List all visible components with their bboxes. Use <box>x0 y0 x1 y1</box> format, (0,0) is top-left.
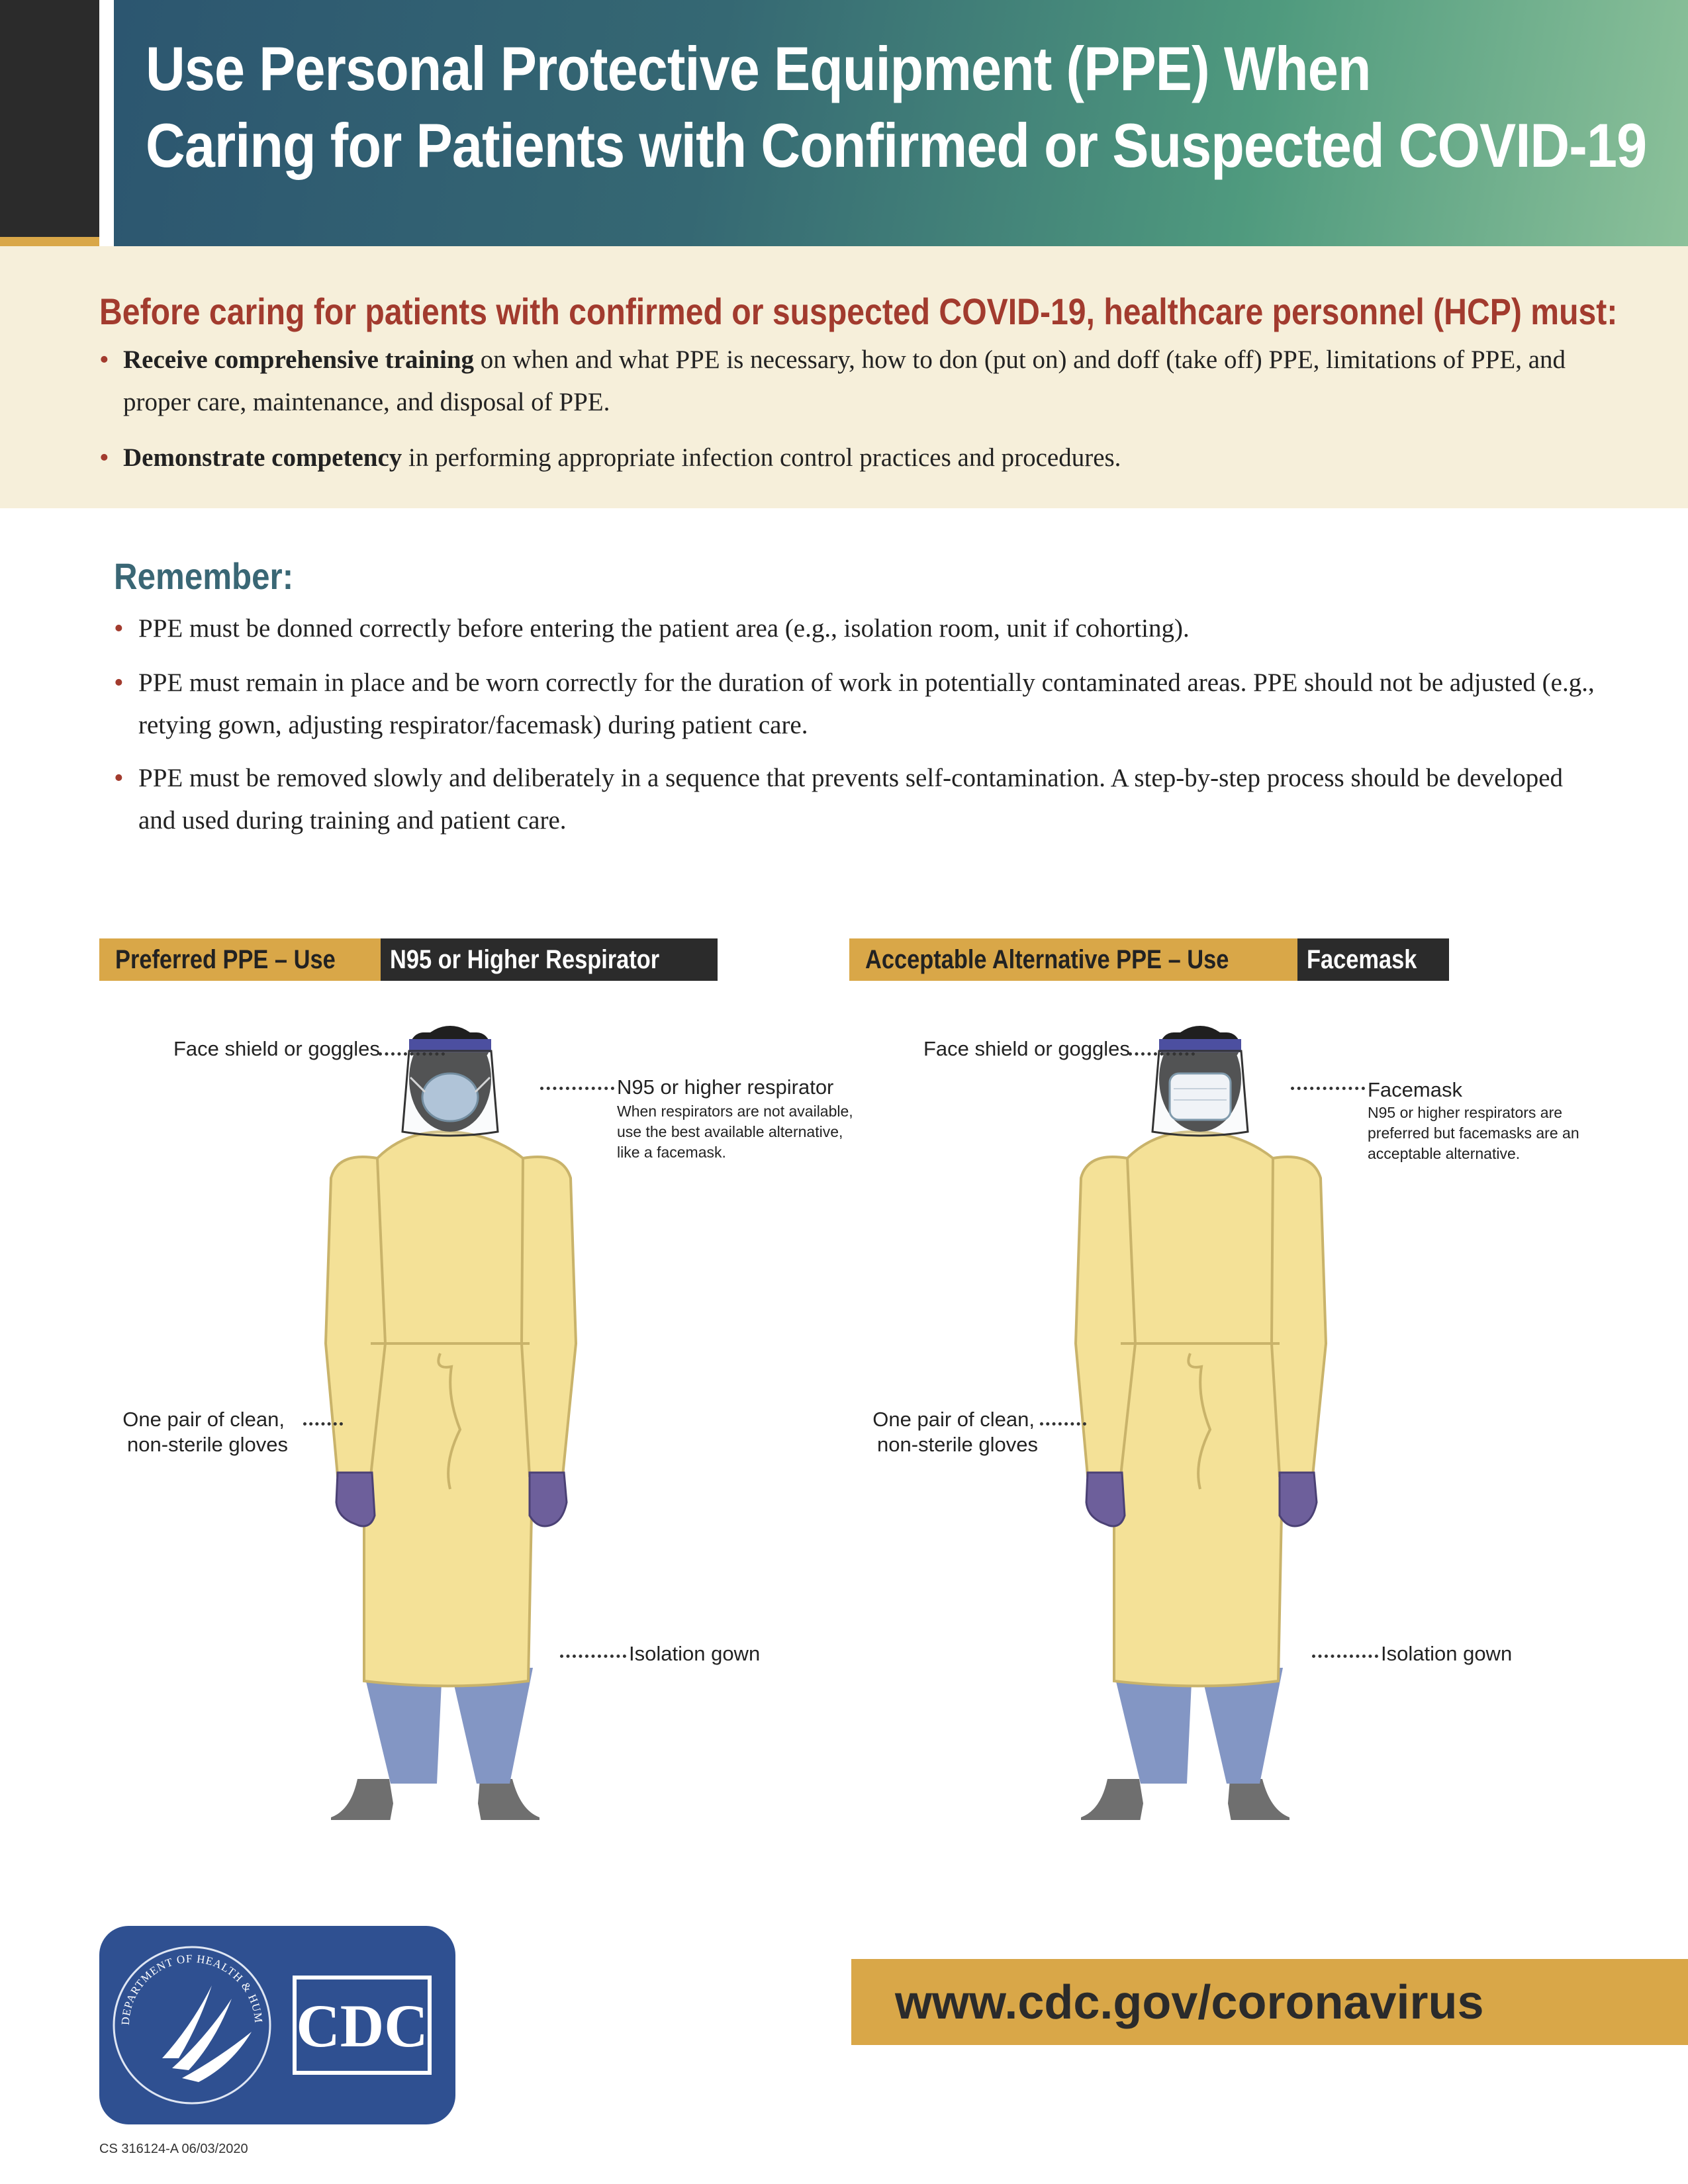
leader-line <box>379 1052 445 1056</box>
alternative-ppe-badge <box>849 938 1449 981</box>
requirement-text: on when and what PPE is necessary, how to don (put on) and doff (take off) PPE, limitations of PPE, and proper care, maintenance, and disposal of PPE. <box>123 345 1566 416</box>
gloves-label-line-1: One pair of clean, <box>122 1408 285 1431</box>
respirator-note: When respirators are not available, use the best available alternative, like a facemask. <box>617 1103 853 1161</box>
facemask-note: N95 or higher respirators are preferred but facemasks are an acceptable alternative. <box>1368 1104 1579 1162</box>
requirements-heading: Before caring for patients with confirmed or suspected COVID-19, healthcare personnel (HCP) must: <box>99 291 1618 332</box>
remember-heading: Remember: <box>114 555 294 597</box>
preferred-ppe-badge <box>99 938 718 981</box>
gown-icon <box>1076 1132 1326 1686</box>
gloves-label-line-2: non-sterile gloves <box>877 1433 1038 1456</box>
gloves-label-line-1: One pair of clean, <box>872 1408 1035 1431</box>
remember-item: PPE must be donned correctly before entering the patient area (e.g., isolation room, unit if cohorting). <box>138 614 1190 643</box>
shoe-icon <box>331 1779 539 1820</box>
bullet-icon: • <box>114 763 124 794</box>
website-link[interactable]: www.cdc.gov/coronavirus <box>895 1976 1484 2029</box>
face-shield-label: Face shield or goggles <box>173 1037 380 1060</box>
healthcare-worker-facemask-illustration <box>1061 999 1339 1820</box>
hhs-eagle-seal-icon <box>99 1926 455 2124</box>
requirement-item <box>123 437 1593 479</box>
gloves-label-line-2: non-sterile gloves <box>127 1433 288 1456</box>
bullet-icon: • <box>114 614 124 644</box>
remember-item: PPE must remain in place and be worn correctly for the duration of work in potentially contaminated areas. PPE should not be adjusted (e.g., retying gown, adjusting respirator/facemask) during patient care. <box>138 668 1595 739</box>
leader-line <box>303 1422 343 1426</box>
requirement-text: in performing appropriate infection control practices and procedures. <box>402 443 1121 472</box>
hhs-cdc-logo <box>99 1926 455 2124</box>
respirator-label: N95 or higher respirator <box>617 1075 834 1099</box>
preferred-badge-value: N95 or Higher Respirator <box>389 945 660 974</box>
document-id: CS 316124-A 06/03/2020 <box>99 2142 248 2156</box>
bullet-icon: • <box>99 443 109 473</box>
page-title-line-1: Use Personal Protective Equipment (PPE) When <box>146 34 1371 103</box>
hhs-seal-text: DEPARTMENT OF HEALTH & HUM <box>118 1952 265 2026</box>
remember-item: PPE must be removed slowly and deliberately in a sequence that prevents self-contamination. A step-by-step process should be developed and used during training and patient care. <box>138 764 1564 835</box>
healthcare-worker-n95-illustration <box>311 999 589 1820</box>
alternative-badge-value: Facemask <box>1306 945 1417 974</box>
gown-label: Isolation gown <box>1381 1642 1513 1665</box>
leader-line <box>560 1655 626 1658</box>
face-shield-label: Face shield or goggles <box>923 1037 1130 1060</box>
leader-line <box>1312 1655 1378 1658</box>
leader-line <box>1129 1052 1195 1056</box>
page-title-line-2: Caring for Patients with Confirmed or Suspected COVID-19 <box>146 111 1647 180</box>
requirement-item <box>123 339 1593 424</box>
preferred-badge-label: Preferred PPE – Use <box>115 945 336 974</box>
shoe-icon <box>1081 1779 1289 1820</box>
leader-line <box>1291 1087 1365 1090</box>
header-gold-stripe <box>0 237 99 246</box>
requirement-bold: Demonstrate competency <box>123 443 402 472</box>
cdc-logo-text: CDC <box>296 1992 428 2060</box>
svg-text:DEPARTMENT OF HEALTH & HUMAN S <box>99 1926 265 2025</box>
leader-line <box>540 1087 614 1090</box>
alternative-badge-label: Acceptable Alternative PPE – Use <box>865 945 1229 974</box>
face-shield-icon <box>402 1051 498 1136</box>
gown-label: Isolation gown <box>629 1642 761 1665</box>
bullet-icon: • <box>114 668 124 698</box>
facemask-label: Facemask <box>1368 1078 1462 1101</box>
gown-icon <box>326 1132 576 1686</box>
leader-line <box>1040 1422 1086 1426</box>
requirement-bold: Receive comprehensive training <box>123 345 475 374</box>
bullet-icon: • <box>99 345 109 375</box>
face-shield-icon <box>1152 1051 1248 1136</box>
header-dark-block <box>0 0 99 237</box>
